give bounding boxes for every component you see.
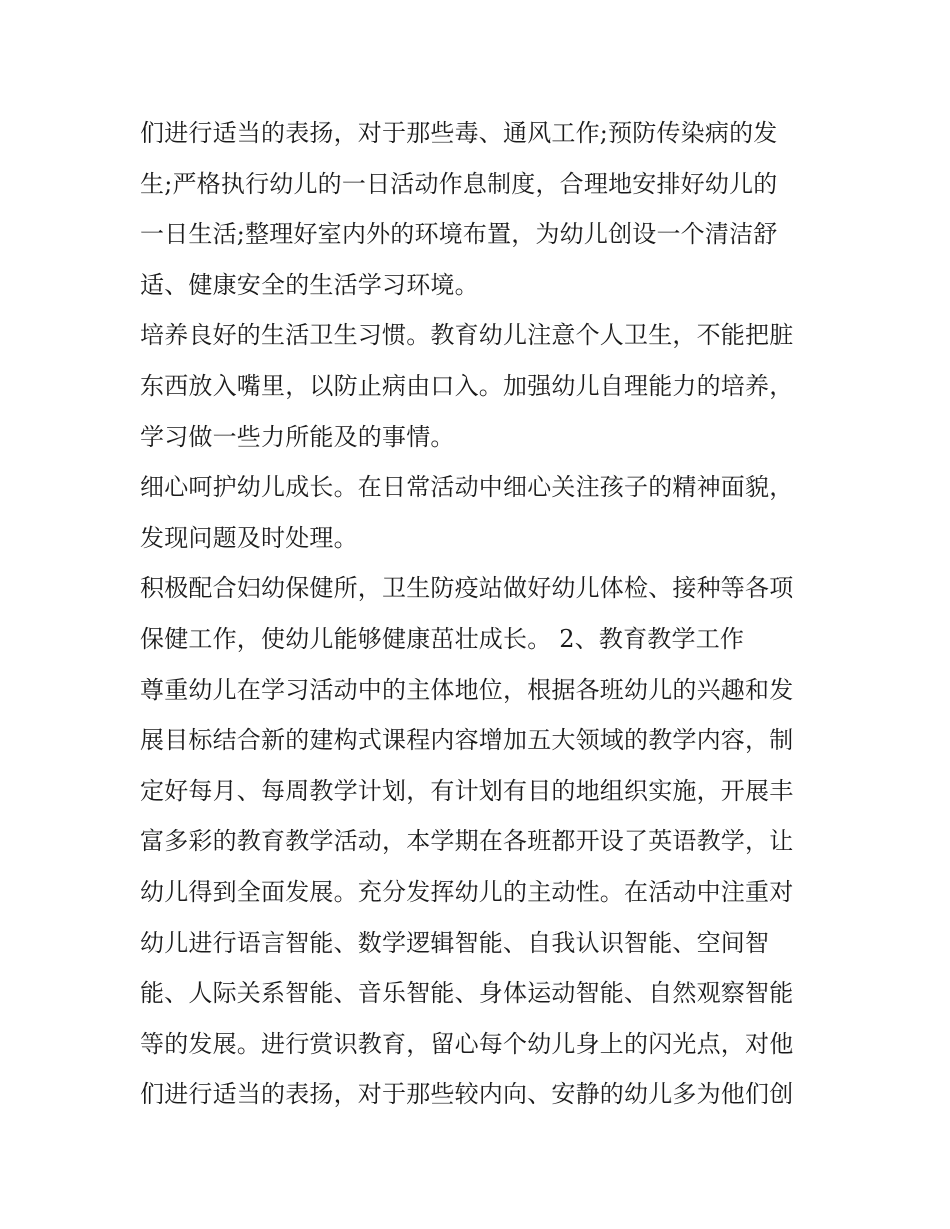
- text-line: 一日生活;整理好室内外的环境布置，为幼儿创设一个清洁舒: [140, 220, 778, 249]
- text-line: 东西放入嘴里，以防止病由口入。加强幼儿自理能力的培养，: [140, 371, 794, 400]
- text-line: 富多彩的教育教学活动，本学期在各班都开设了英语教学，让: [140, 827, 794, 856]
- text-line: 生;严格执行幼儿的一日活动作息制度，合理地安排好幼儿的: [140, 169, 778, 198]
- text-line: 幼儿得到全面发展。充分发挥幼儿的主动性。在活动中注重对: [140, 877, 794, 906]
- text-line: 们进行适当的表扬，对于那些毒、通风工作;预防传染病的发: [140, 119, 778, 147]
- text-line: 们进行适当的表扬，对于那些较内向、安静的幼儿多为他们创: [140, 1080, 794, 1109]
- text-line: 培养良好的生活卫生习惯。教育幼儿注意个人卫生，不能把脏: [140, 321, 794, 350]
- text-line: 保健工作，使幼儿能够健康茁壮成长。 2、教育教学工作: [140, 624, 745, 653]
- text-line: 发现问题及时处理。: [140, 523, 358, 552]
- text-line: 能、人际关系智能、音乐智能、身体运动智能、自然观察智能: [140, 979, 794, 1008]
- text-line: 适、健康安全的生活学习环境。: [140, 270, 479, 299]
- text-line: 细心呵护幼儿成长。在日常活动中细心关注孩子的精神面貌，: [140, 473, 794, 502]
- text-line: 展目标结合新的建构式课程内容增加五大领域的教学内容，制: [140, 726, 794, 755]
- text-line: 等的发展。进行赏识教育，留心每个幼儿身上的闪光点，对他: [140, 1029, 794, 1058]
- text-line: 尊重幼儿在学习活动中的主体地位，根据各班幼儿的兴趣和发: [140, 675, 794, 704]
- text-line: 幼儿进行语言智能、数学逻辑智能、自我认识智能、空间智: [140, 928, 770, 957]
- text-line: 定好每月、每周教学计划，有计划有目的地组织实施，开展丰: [140, 776, 794, 805]
- text-line: 学习做一些力所能及的事情。: [140, 422, 455, 451]
- document-body-text: [140, 108, 820, 1120]
- text-line: 积极配合妇幼保健所，卫生防疫站做好幼儿体检、接种等各项: [140, 574, 794, 603]
